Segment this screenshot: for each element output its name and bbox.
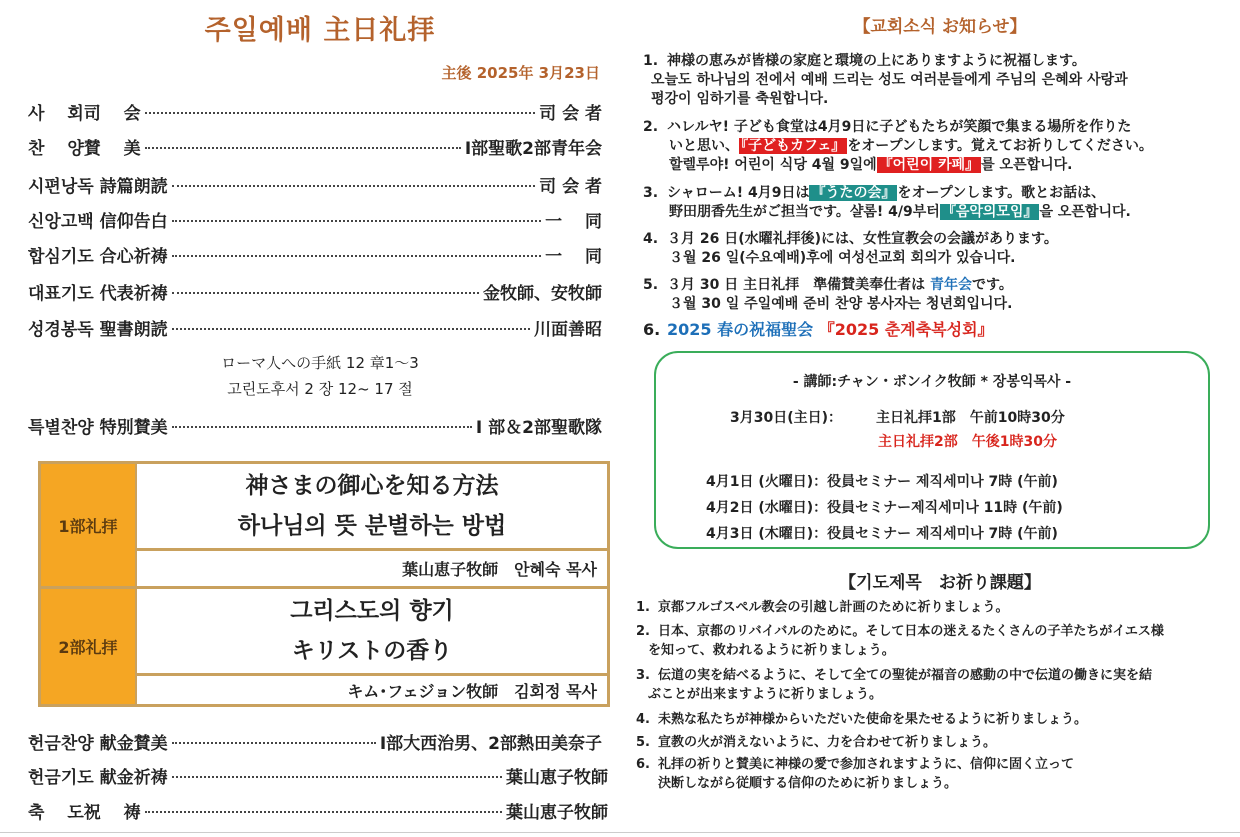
order-row	[28, 728, 602, 754]
order-label: 찬 양賛 美	[28, 138, 141, 159]
prayer-text: を知って、救われるように祈りましょう。	[648, 643, 895, 658]
news-text: ３월 26 일(수요예배)후에 여성선교회 회의가 있습니다.	[669, 250, 1016, 266]
prayer-item	[636, 598, 1236, 617]
sermon-title-line: 神さまの御心を知る方法	[245, 473, 499, 499]
session-line: 主日礼拝2部 午後1時30分	[878, 434, 1057, 450]
order-label: 특별찬양 特別賛美	[28, 417, 168, 438]
item-number: 3.	[643, 185, 659, 201]
leader-dots	[172, 776, 502, 778]
news-item	[643, 276, 1233, 314]
news-text: シャローム! 4月9日は	[667, 185, 810, 201]
news-text: いと思い、	[669, 138, 739, 154]
prayer-text: 宣教の火が消えないように、力を合わせて祈りましょう。	[658, 735, 997, 750]
news-text: ３월 30 일 주일예배 준비 찬양 봉사자는 청년회입니다.	[669, 296, 1013, 312]
service-date: 主後 2025年 3月23日	[441, 64, 600, 82]
leader-dots	[172, 220, 541, 222]
leader-dots	[145, 112, 535, 114]
prayer-text: 決断しながら従順する信仰のために祈りましょう。	[658, 776, 958, 791]
news-text: ３月 26 日(水曜礼拝後)には、女性宣教会の会議があります。	[667, 231, 1058, 247]
order-label: 신앙고백 信仰告白	[28, 211, 168, 232]
order-value: 葉山恵子牧師	[506, 767, 608, 788]
item-number: 3.	[636, 668, 650, 683]
order-label: 대표기도 代表祈祷	[28, 283, 168, 304]
news-heading: 【교회소식 お知らせ】	[853, 17, 1027, 37]
news-text: 神様の恵みが皆様の家庭と環境の上にありますように祝福します。	[667, 53, 1086, 69]
prayer-text: ぶことが出来ますように祈りましょう。	[648, 687, 883, 702]
scripture-ref: ローマ人への手紙 12 章1～3	[221, 354, 419, 372]
order-value: Ⅰ部聖歌2部青年会	[464, 138, 602, 159]
page-title: 주일예배 主日礼拝	[204, 15, 436, 46]
leader-dots	[172, 742, 376, 744]
order-row	[28, 762, 608, 788]
order-row	[28, 241, 602, 267]
news-text: 오늘도 하나님의 전에서 예배 드리는 성도 여러분들에게 주님의 은혜와 사랑과	[651, 72, 1128, 88]
sermon-title-line: 그리스도의 향기	[290, 598, 454, 624]
item-number: 1.	[636, 600, 650, 615]
news-item	[643, 52, 1233, 109]
highlight-label: 青年会	[929, 277, 972, 293]
prayer-item	[636, 733, 1236, 752]
news-text: 野田朋香先生がご担当です。샬롬! 4/9부터	[669, 204, 940, 220]
scripture-ref: 고린도후서 2 장 12~ 17 절	[227, 380, 413, 398]
order-value: 金牧師、安牧師	[483, 283, 602, 304]
news-text: 할렐루야! 어린이 식당 4월 9일에	[669, 157, 877, 173]
highlight-label: 『うたの会』	[811, 185, 896, 201]
order-label: 헌금기도 献金祈祷	[28, 767, 168, 788]
news-text: 을 오픈합니다.	[1039, 204, 1131, 220]
news-text: ３月 30 日 主日礼拝 準備賛美奉仕者は	[667, 277, 930, 293]
order-row	[28, 206, 602, 232]
item-number: 4.	[636, 712, 650, 727]
item-number: 6.	[636, 757, 650, 772]
prayer-text: 礼拝の祈りと賛美に神様の愛で参加されますように、信仰に固く立って	[658, 757, 1075, 772]
item-number: 1.	[643, 53, 659, 69]
seminar-line: 4月3日 (木曜日)：役員セミナー 제직세미나 7時 (午前)	[706, 526, 1058, 542]
item-number: 2.	[636, 624, 650, 639]
leader-dots	[172, 426, 472, 428]
sermon-title	[137, 589, 607, 673]
news-text: 2025 春の祝福聖会	[667, 320, 814, 339]
order-value: Ⅰ 部＆2部聖歌隊	[475, 417, 602, 438]
order-value: 司 会 者	[539, 103, 602, 124]
news-item	[643, 320, 1233, 339]
item-number: 4.	[643, 231, 659, 247]
item-number: 2.	[643, 119, 659, 135]
order-label: 합심기도 合心祈祷	[28, 246, 168, 267]
order-row	[28, 278, 602, 304]
order-row	[28, 133, 602, 159]
order-value: 一 同	[545, 246, 602, 267]
highlight-label: 『어린이 카페』	[878, 157, 980, 173]
leader-dots	[145, 147, 461, 149]
highlight-label: 『2025 춘계축복성회』	[818, 320, 994, 339]
news-text: をオープンします。覚えてお祈りしてください。	[847, 138, 1153, 154]
order-value: 葉山恵子牧師	[506, 802, 608, 823]
conference-box	[654, 351, 1210, 549]
part-label: 2部礼拝	[41, 589, 135, 704]
special-praise-row	[28, 412, 602, 438]
session-line: 主日礼拝1部 午前10時30分	[876, 410, 1065, 426]
leader-dots	[145, 811, 502, 813]
prayer-text: 日本、京都のリバイバルのために。そして日本の迷えるたくさんの子羊たちがイエス様	[658, 624, 1164, 639]
leader-dots	[172, 185, 536, 187]
news-text: 평강이 임하기를 축원합니다.	[651, 91, 829, 107]
prayer-item	[636, 666, 1236, 704]
prayer-heading: 【기도제목 お祈り課題】	[839, 573, 1041, 593]
leader-dots	[172, 328, 530, 330]
conference-date: 3月30日(主日)：	[730, 410, 843, 426]
prayer-text: 伝道の実を結べるように、そして全ての聖徒が福音の感動の中で伝道の働きに実を結	[658, 668, 1153, 683]
leader-dots	[172, 292, 479, 294]
order-value: 司 会 者	[539, 176, 602, 197]
order-value: Ⅰ部大西治男、2部熱田美奈子	[379, 733, 602, 754]
news-item	[643, 184, 1233, 222]
news-item	[643, 118, 1233, 175]
speaker-line: - 講師:チャン・ボンイク牧師 * 장봉익목사 -	[792, 374, 1072, 390]
news-text: です。	[971, 277, 1013, 293]
news-text: 를 오픈합니다.	[981, 157, 1073, 173]
news-text: ハレルヤ! 子ども食堂は4月9日に子どもたちが笑顔で集まる場所を作りた	[667, 119, 1132, 135]
part-label: 1部礼拝	[41, 464, 135, 586]
item-number: 5.	[636, 735, 650, 750]
prayer-item	[636, 755, 1236, 793]
item-number: 5.	[643, 277, 659, 293]
news-text: をオープンします。歌とお話は、	[897, 185, 1106, 201]
seminar-line: 4月1日 (火曜日)：役員セミナー 제직세미나 7時 (午前)	[706, 474, 1058, 490]
highlight-label: 『음악의모임』	[941, 204, 1038, 220]
prayer-text: 未熟な私たちが神様からいただいた使命を果たせるように祈りましょう。	[658, 712, 1088, 727]
highlight-label: 『子どもカフェ』	[741, 138, 846, 154]
order-value: 一 同	[545, 211, 602, 232]
sermon-title-line: 하나님의 뜻 분별하는 방법	[237, 513, 507, 539]
order-row	[28, 314, 602, 340]
preacher: 葉山恵子牧師 안혜숙 목사	[402, 560, 597, 579]
prayer-item	[636, 622, 1236, 660]
order-label: 헌금찬양 献金賛美	[28, 733, 168, 754]
order-row	[28, 98, 602, 124]
order-value: 川面善昭	[534, 319, 602, 340]
prayer-item	[636, 710, 1236, 729]
preacher: キム･フェジョン牧師 김회정 목사	[347, 681, 597, 701]
sermon-title-line: キリストの香り	[291, 638, 453, 664]
sermon-table	[38, 461, 610, 707]
prayer-text: 京都フルゴスペル教会の引越し計画のために祈りましょう。	[658, 600, 1009, 615]
bottom-divider	[0, 832, 1240, 833]
order-label: 성경봉독 聖書朗読	[28, 319, 168, 340]
sermon-title	[137, 464, 607, 548]
item-number: 6.	[643, 320, 661, 339]
order-label: 사 회司 会	[28, 103, 141, 124]
seminar-line: 4月2日 (水曜日)：役員セミナー제직세미나 11時 (午前)	[706, 500, 1063, 516]
order-label: 축 도祝 祷	[28, 802, 141, 823]
leader-dots	[172, 255, 541, 257]
news-item	[643, 230, 1233, 268]
order-row	[28, 171, 602, 197]
order-label: 시편낭독 詩篇朗読	[28, 176, 168, 197]
order-row	[28, 797, 608, 823]
